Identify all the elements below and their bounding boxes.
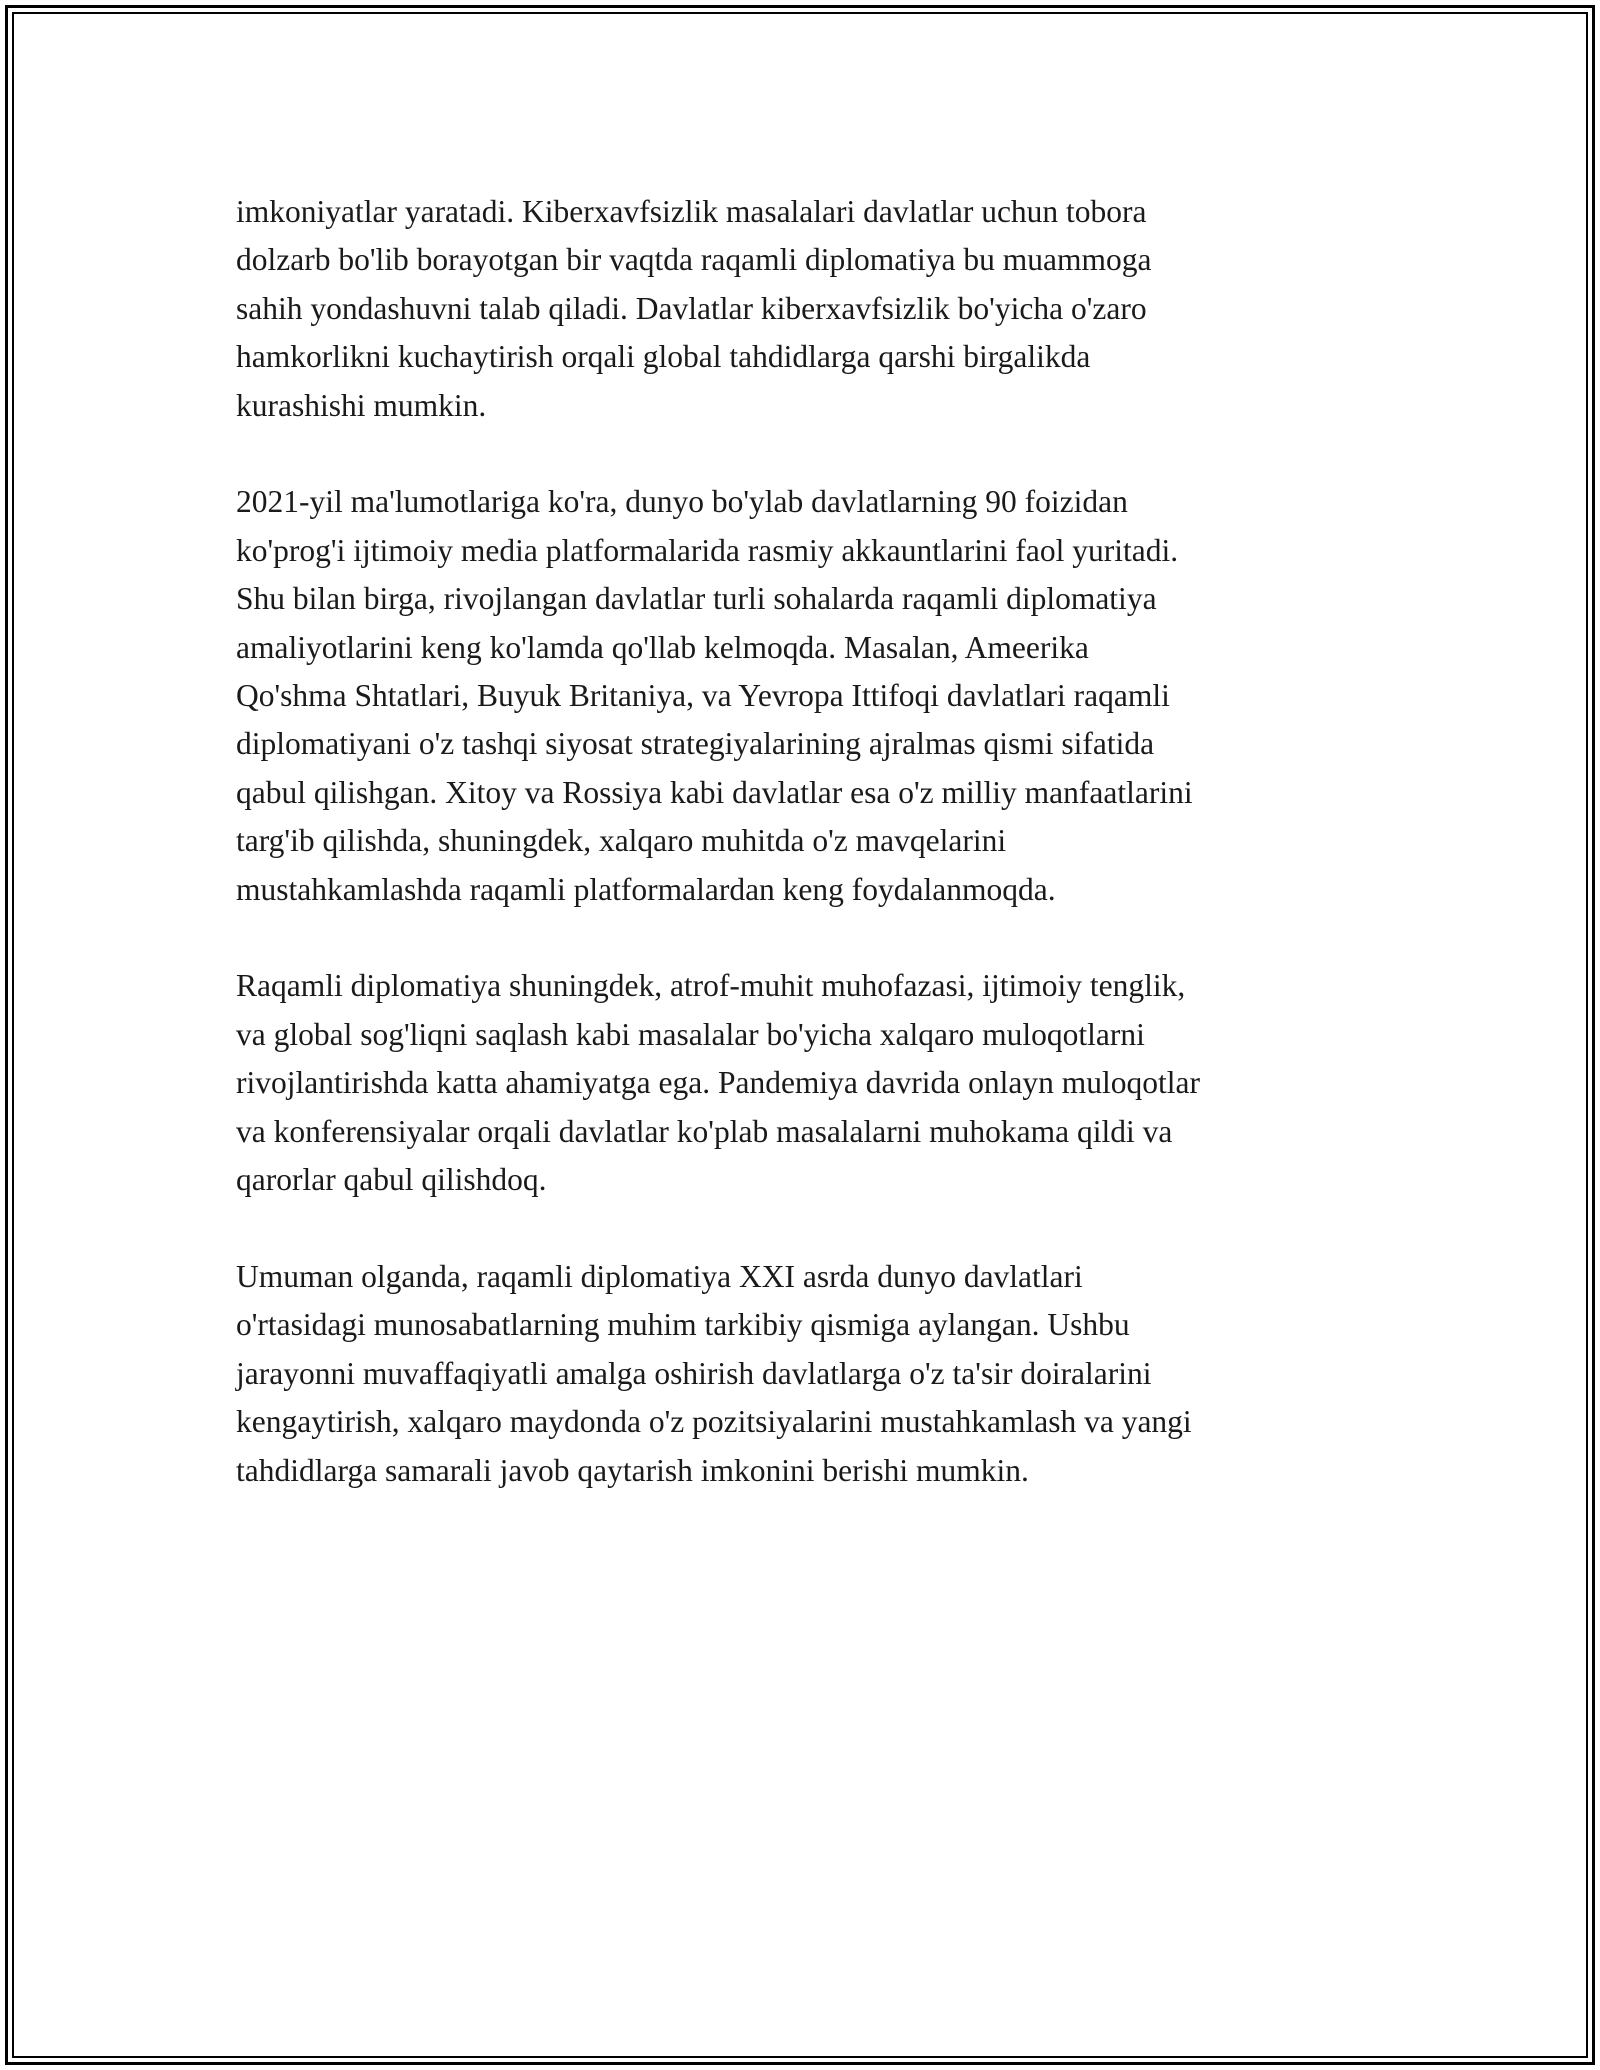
text-line: Umuman olganda, raqamli diplomatiya XXI asrda dunyo davlatlari xyxy=(236,1258,1083,1294)
text-line: rivojlantirishda katta ahamiyatga ega. Pandemiya davrida onlayn muloqotlar xyxy=(236,1065,1200,1101)
text-line: 2021-yil ma'lumotlariga ko'ra, dunyo bo'ylab davlatlarning 90 foizidan xyxy=(236,484,1128,520)
text-line: kengaytirish, xalqaro maydonda o'z pozitsiyalarini mustahkamlash va yangi xyxy=(236,1404,1192,1440)
text-line: o'rtasidagi munosabatlarning muhim tarkibiy qismiga aylangan. Ushbu xyxy=(236,1307,1130,1343)
text-line: dolzarb bo'lib borayotgan bir vaqtda raqamli diplomatiya bu muammoga xyxy=(236,242,1152,278)
text-line: hamkorlikni kuchaytirish orqali global tahdidlarga qarshi birgalikda xyxy=(236,339,1091,375)
paragraph-cybersecurity xyxy=(236,188,1376,430)
text-line: diplomatiyani o'z tashqi siyosat strategiyalarining ajralmas qismi sifatida xyxy=(236,726,1155,762)
text-line: Qo'shma Shtatlari, Buyuk Britaniya, va Yevropa Ittifoqi davlatlari raqamli xyxy=(236,678,1170,714)
text-line: va global sog'liqni saqlash kabi masalalar bo'yicha xalqaro muloqotlarni xyxy=(236,1016,1145,1052)
text-line: kurashishi mumkin. xyxy=(236,387,487,423)
text-line: Shu bilan birga, rivojlangan davlatlar turli sohalarda raqamli diplomatiya xyxy=(236,581,1157,617)
text-line: mustahkamlashda raqamli platformalardan keng foydalanmoqda. xyxy=(236,871,1056,907)
paragraph-conclusion xyxy=(236,1253,1376,1495)
text-line: ko'prog'i ijtimoiy media platformalarida rasmiy akkauntlarini faol yuritadi. xyxy=(236,532,1179,568)
paragraph-global-issues xyxy=(236,962,1376,1204)
text-line: amaliyotlarini keng ko'lamda qo'llab kelmoqda. Masalan, Ameerika xyxy=(236,629,1089,665)
text-line: Raqamli diplomatiya shuningdek, atrof-muhit muhofazasi, ijtimoiy tenglik, xyxy=(236,968,1186,1004)
document-body xyxy=(236,188,1376,1543)
text-line: targ'ib qilishda, shuningdek, xalqaro muhitda o'z mavqelarini xyxy=(236,823,1007,859)
paragraph-statistics-2021 xyxy=(236,478,1376,914)
text-line: imkoniyatlar yaratadi. Kiberxavfsizlik masalalari davlatlar uchun tobora xyxy=(236,194,1147,229)
text-line: qabul qilishgan. Xitoy va Rossiya kabi davlatlar esa o'z milliy manfaatlarini xyxy=(236,774,1193,810)
text-line: jarayonni muvaffaqiyatli amalga oshirish davlatlarga o'z ta'sir doiralarini xyxy=(236,1355,1152,1391)
text-line: qarorlar qabul qilishdoq. xyxy=(236,1162,547,1198)
text-line: tahdidlarga samarali javob qaytarish imkonini berishi mumkin. xyxy=(236,1452,1029,1488)
text-line: va konferensiyalar orqali davlatlar ko'plab masalalarni muhokama qildi va xyxy=(236,1113,1173,1149)
text-line: sahih yondashuvni talab qiladi. Davlatlar kiberxavfsizlik bo'yicha o'zaro xyxy=(236,290,1147,326)
